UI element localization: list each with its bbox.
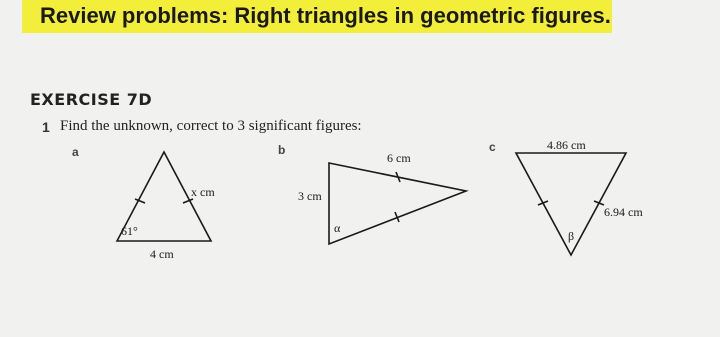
top-label-6cm: 6 cm xyxy=(387,151,411,165)
left-label-3cm: 3 cm xyxy=(298,189,322,203)
part-label-a: a xyxy=(72,145,79,159)
figure-a xyxy=(117,152,215,261)
right-label-694: 6.94 cm xyxy=(604,205,643,219)
base-label-4cm: 4 cm xyxy=(150,247,174,261)
part-label-b: b xyxy=(278,143,286,157)
page-title: Review problems: Right triangles in geometric figures. xyxy=(40,3,611,28)
figure-c xyxy=(516,138,643,255)
top-label-486: 4.86 cm xyxy=(547,138,586,152)
angle-label-61: 61° xyxy=(121,224,138,238)
part-label-c: c xyxy=(489,140,496,154)
figure-b xyxy=(298,151,466,244)
side-label-x: x cm xyxy=(191,185,215,199)
angle-label-beta: β xyxy=(568,229,575,243)
question-number: 1 xyxy=(42,119,50,135)
exercise-heading: EXERCISE 7D xyxy=(30,90,153,109)
question-text: Find the unknown, correct to 3 significant figures: xyxy=(60,118,362,134)
angle-label-alpha: α xyxy=(334,221,341,235)
